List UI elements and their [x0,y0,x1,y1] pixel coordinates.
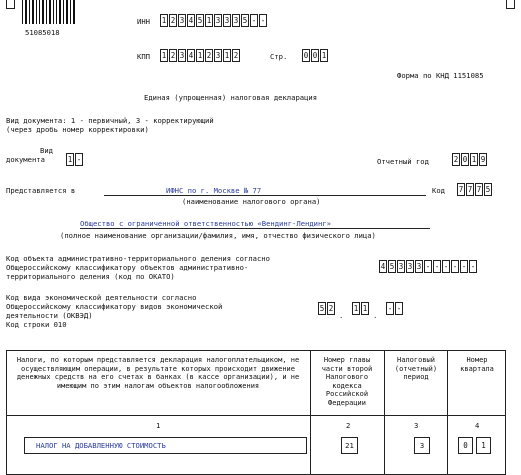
year-cells [452,153,488,166]
col-num-3: 3 [414,421,419,430]
char-cell: 1 [206,16,212,25]
char-cell: - [76,155,82,164]
col3-header: Налоговый (отчетный) период [394,356,438,382]
char-cell: 5 [242,16,248,25]
col1-header: Налоги, по которым представляется декларация налогоплательщиком, не осуществляющим операции, в результате которых происходит движение денежных средств на его счетах в банках (в кассе организации), и не имеющим по этим налогам объектов налогообложения [16,356,300,390]
form-title: Единая (упрощенная) налоговая декларация [144,93,318,102]
okato-cells [379,260,478,273]
char-cell: 0 [303,51,309,60]
char-cell: 2 [328,304,334,313]
char-cell: 4 [188,16,194,25]
char-cell: - [425,262,431,271]
okved-dot-1: . [339,311,344,320]
tax-authority: ИФНС по г. Москве № 77 [166,186,262,195]
page-cells [302,49,329,62]
char-cell: 0 [462,155,468,164]
inn-label: ИНН [137,17,150,26]
page-label: Стр. [270,52,288,61]
char-cell: 4 [380,262,386,271]
form-code: Форма по КНД 1151085 [397,71,484,80]
char-cell: 3 [215,51,221,60]
okved-text-3: деятельности (ОКВЭД) [6,311,93,320]
barcode-number: 51085018 [25,28,60,37]
okved-text-1: Код вида экономической деятельности согласно [6,293,197,302]
char-cell: - [434,262,440,271]
char-cell: 3 [179,16,185,25]
char-cell: 1 [161,16,167,25]
doc-label-1: Вид [40,146,53,155]
char-cell: 1 [471,155,477,164]
char-cell: 5 [319,304,325,313]
line-code: Код строки 010 [6,320,67,329]
char-cell: 7 [458,185,464,194]
doc-type-line1: Вид документа: 1 - первичный, 3 - корректирующий [6,116,214,125]
okato-text-1: Код объекта административно-территориального деления согласно [6,254,270,263]
doc-cells [66,153,84,166]
table-divider-3 [447,350,448,475]
char-cell: 3 [407,262,413,271]
char-cell: 2 [206,51,212,60]
table-header-bottom [6,415,506,416]
tax-authority-underline [104,195,426,196]
char-cell: - [260,16,266,25]
char-cell: 7 [467,185,473,194]
corner-mark-right [506,0,515,9]
char-cell: 1 [362,304,368,313]
char-cell: 3 [179,51,185,60]
char-cell: 5 [389,262,395,271]
char-cell: - [452,262,458,271]
col-num-2: 2 [346,421,351,430]
okved-cells-c [386,302,404,315]
char-cell: 1 [67,155,73,164]
code-label: Код [432,186,445,195]
char-cell: 0 [458,437,473,454]
okato-text-3: территориального деления (код по ОКАТО) [6,272,175,281]
char-cell: - [396,304,402,313]
char-cell: 1 [161,51,167,60]
okato-text-2: Общероссийскому классификатору объектов административно- [6,263,249,272]
okved-cells-b [352,302,370,315]
char-cell: 5 [485,185,491,194]
corner-mark-left [6,0,15,9]
char-cell: - [387,304,393,313]
org-name-underline [80,228,430,229]
okved-dot-2: . [373,311,378,320]
kpp-label: КПП [137,52,150,61]
char-cell: 5 [197,16,203,25]
row1-period: 3 [419,441,425,450]
col4-header: Номер квартала [460,356,494,373]
char-cell: 1 [224,51,230,60]
char-cell: 1 [197,51,203,60]
char-cell: 2 [453,155,459,164]
char-cell: 3 [398,262,404,271]
char-cell: - [461,262,467,271]
char-cell: 7 [476,185,482,194]
char-cell: 1 [353,304,359,313]
char-cell: 3 [233,16,239,25]
year-label: Отчетный год [377,157,429,166]
tax-authority-caption: (наименование налогового органа) [182,197,321,206]
char-cell: 0 [312,51,318,60]
barcode-image [20,0,78,28]
org-name: Общество с ограниченной ответственностью «Вендинг-Лендинг» [80,219,331,228]
doc-label-2: документа [6,155,45,164]
table-divider-1 [310,350,311,475]
org-caption: (полное наименование организации/фамилия, имя, отчество физического лица) [60,231,376,240]
char-cell: 4 [188,51,194,60]
char-cell: 1 [321,51,327,60]
row1-tax-name: НАЛОГ НА ДОБАВЛЕННУЮ СТОИМОСТЬ [36,441,166,450]
char-cell: 2 [170,51,176,60]
table-divider-2 [384,350,385,475]
okved-cells-a [318,302,336,315]
okved-text-2: Общероссийскому классификатору видов экономической [6,302,223,311]
kpp-cells [160,49,241,62]
doc-type-line2: (через дробь номер корректировки) [6,125,149,134]
inn-cells [160,14,268,27]
char-cell: 1 [476,437,491,454]
row1-chapter: 21 [345,441,354,450]
char-cell: 3 [416,262,422,271]
char-cell: 3 [215,16,221,25]
char-cell: - [470,262,476,271]
code-cells [457,183,493,196]
char-cell: 3 [224,16,230,25]
col-num-1: 1 [156,421,161,430]
row1-quarter-cells [458,437,494,454]
char-cell: 2 [233,51,239,60]
char-cell: 2 [170,16,176,25]
char-cell: - [251,16,257,25]
submitted-label: Представляется в [6,186,76,195]
char-cell: - [443,262,449,271]
col2-header: Номер главы части второй Налогового кодекса Российской Федерации [321,356,373,407]
char-cell: 9 [480,155,486,164]
col-num-4: 4 [475,421,480,430]
